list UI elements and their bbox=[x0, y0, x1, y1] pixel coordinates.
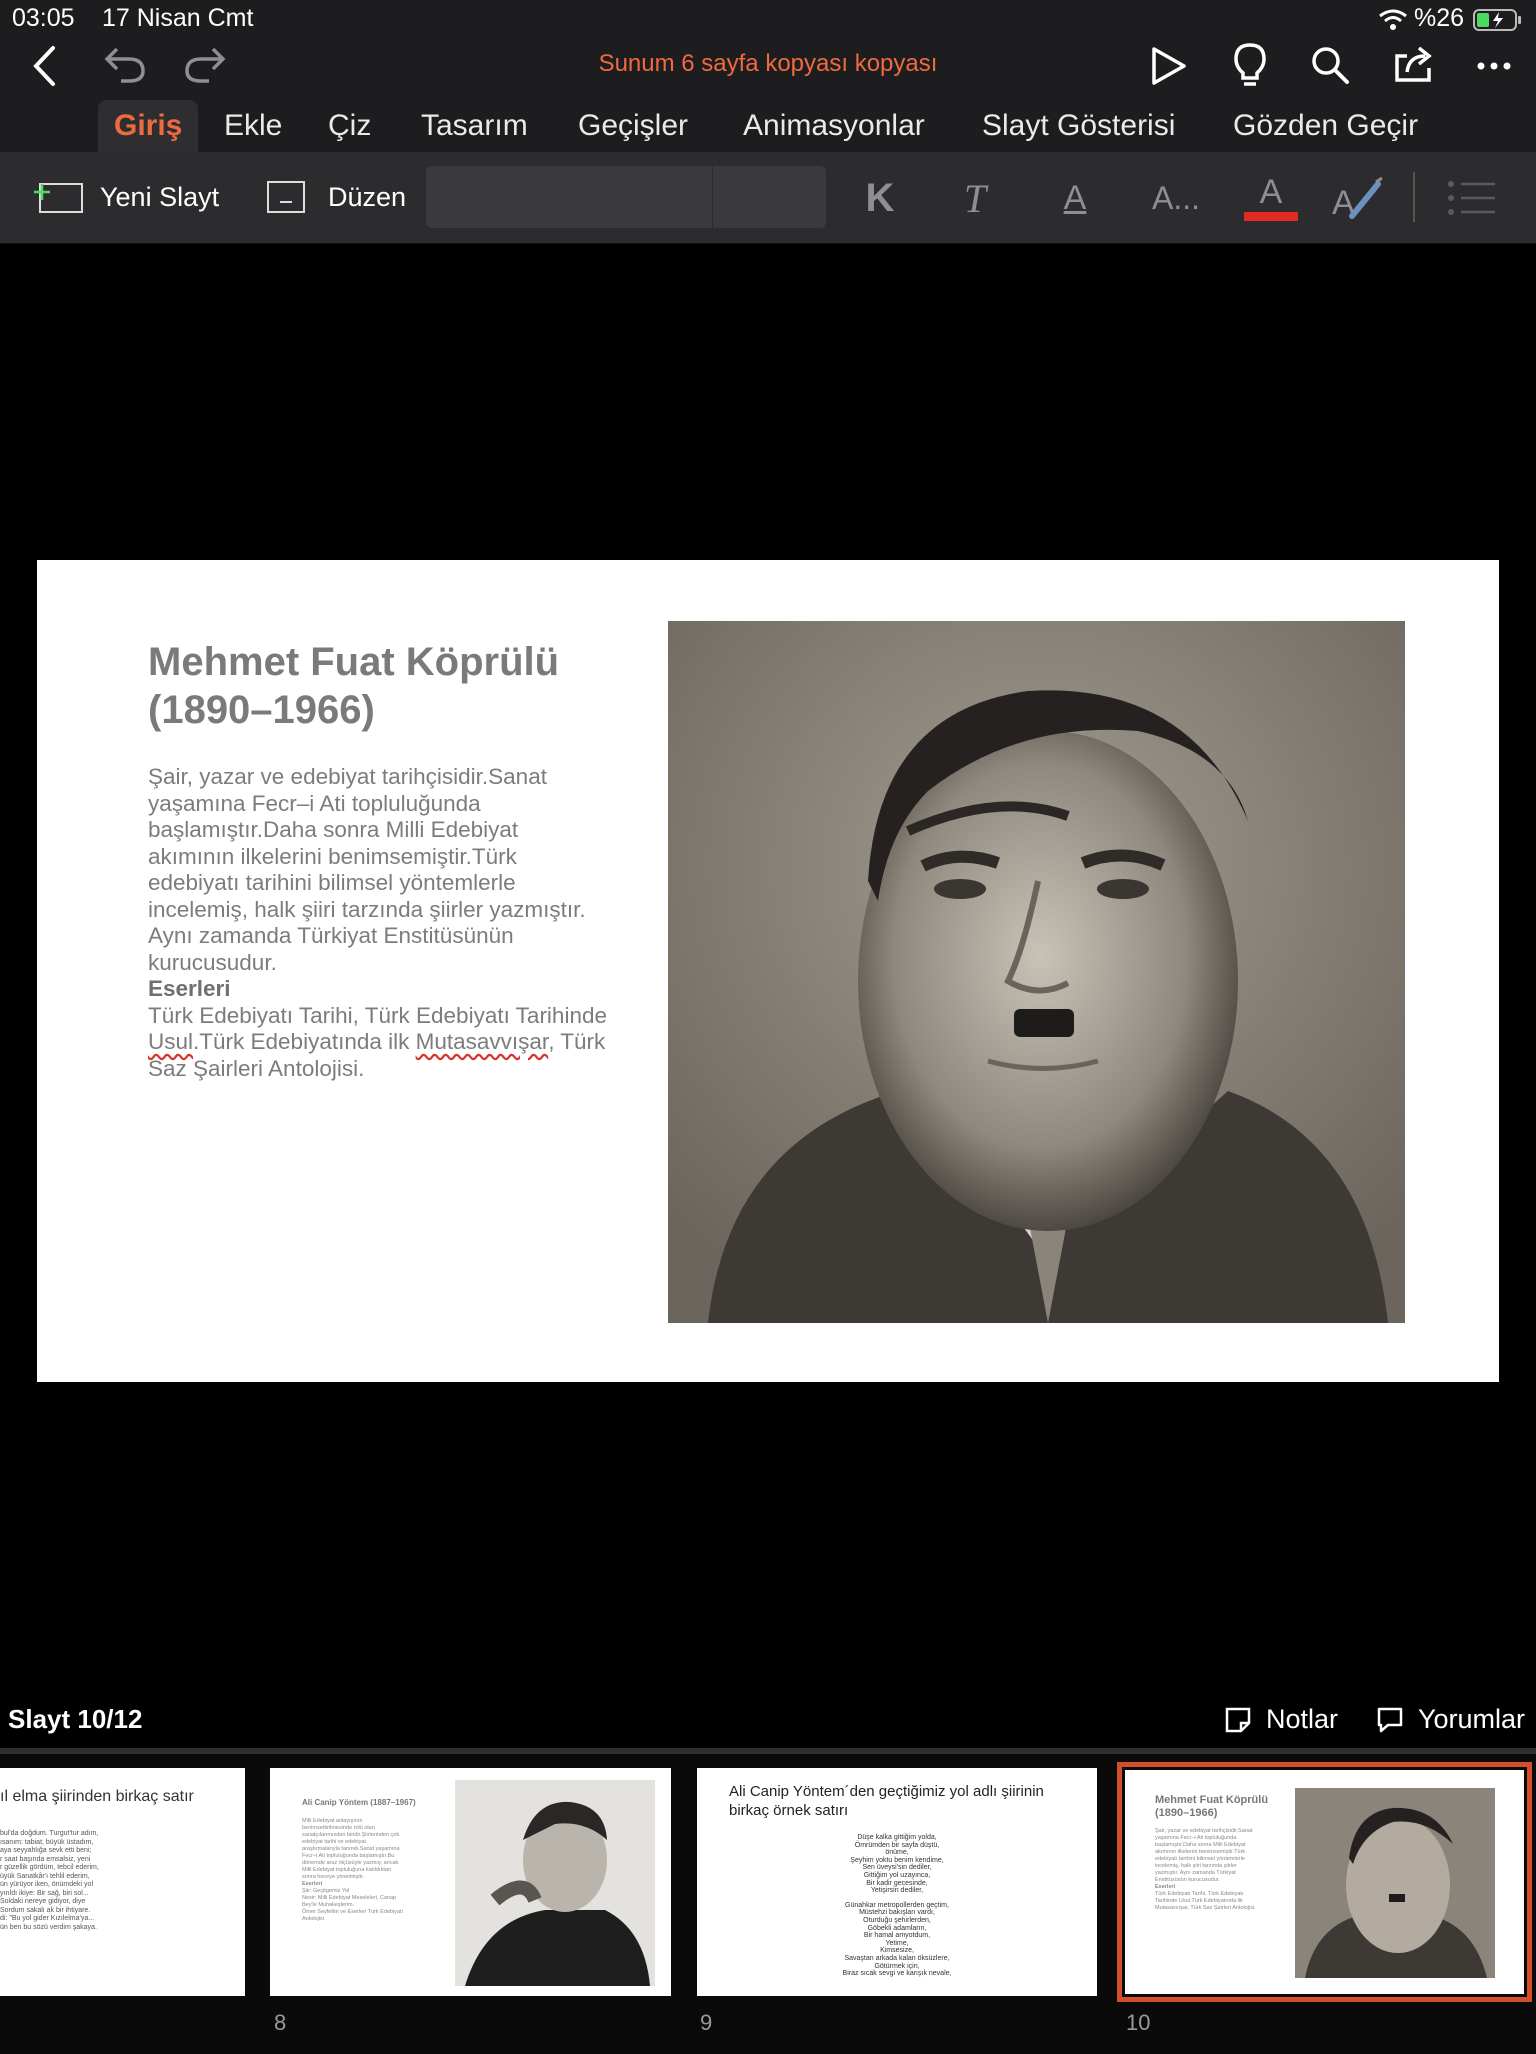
thumb-number-10: 10 bbox=[1126, 2010, 1151, 2035]
italic-button[interactable]: T bbox=[963, 175, 987, 221]
slide-thumbnail-7[interactable] bbox=[0, 1768, 245, 1996]
thumb-title: ıl elma şiirinden birkaç satır bbox=[0, 1788, 194, 1805]
font-color-swatch bbox=[1244, 212, 1298, 221]
thumb-line: ün ben bu sözü verdim şakaya. bbox=[0, 1923, 97, 1931]
thumb-line: Yetişirsin dediler, bbox=[870, 1887, 924, 1895]
thumb-line: Yetime, bbox=[885, 1939, 909, 1947]
thumb-line: yazmıştır. Aynı zamanda Türkiyat bbox=[1155, 1870, 1236, 1876]
thumb-line: sanatçılarımızdan biridir.Şiirlerinden çok bbox=[302, 1832, 400, 1838]
thumb-title: Ali Canip Yöntem´den geçtiğimiz yol adlı şiirinin birkaç örnek satırı bbox=[729, 1783, 1044, 1819]
works-paragraph bbox=[148, 1003, 608, 1083]
thumb-line: Bir hamal amyotdum, bbox=[863, 1932, 931, 1940]
thumb-title: Mehmet Fuat Köprülü (1890–1966) bbox=[1155, 1794, 1269, 1819]
thumb-line: Antolojisi bbox=[302, 1916, 325, 1922]
thumb-line: Fecr–i Ati topluluğunda başlamıştır.Bu bbox=[302, 1853, 395, 1859]
slide-thumbnail-8[interactable] bbox=[270, 1768, 671, 1996]
thumb-line: r güzellik gördüm, tebcil ederim, bbox=[0, 1864, 99, 1871]
thumb-line: araştırmalarıyla tanındı.Sanat yaşamına bbox=[302, 1846, 400, 1852]
thumb-line: Sen üveysi'sin dediler, bbox=[862, 1864, 932, 1872]
thumb-line: aya seyyahlığa sevk etti beni; bbox=[0, 1847, 92, 1854]
thumb-line: Biraz sıcak sevgi ve karışık nevale, bbox=[842, 1970, 952, 1978]
notes-label: Notlar bbox=[1266, 1704, 1339, 1734]
thumb-line: Nesir: Milli Edebiyat Meseleleri, Canap bbox=[302, 1895, 397, 1901]
thumb-line: başlamıştır.Daha sonra Milli Edebiyat bbox=[1155, 1842, 1246, 1848]
thumb-title: Ali Canip Yöntem (1887–1967) bbox=[302, 1798, 416, 1807]
document-title[interactable]: Sunum 6 sayfa kopyası kopyası bbox=[598, 50, 938, 77]
more-icon[interactable] bbox=[1474, 46, 1514, 86]
comments-button[interactable] bbox=[1376, 1704, 1525, 1735]
slide-body-text[interactable] bbox=[148, 764, 608, 1082]
thumb-line: Enstitüsünün kurucusudur. bbox=[1155, 1877, 1220, 1883]
thumb-line: Eserleri bbox=[1155, 1884, 1176, 1890]
thumb-line: bul'da doğdum. Turgut'tur adım, bbox=[0, 1830, 99, 1837]
thumb-line: üyük Sanatkâr'ı tehlil ederim, bbox=[0, 1872, 90, 1880]
thumb-line: yırıldı ikiye: Bir sağ, biri sol... bbox=[0, 1889, 89, 1897]
slide-title-line1: Mehmet Fuat Köprülü bbox=[148, 640, 560, 684]
new-slide-icon bbox=[32, 180, 84, 214]
thumb-line: Günahkar metropollerden geçtim, bbox=[845, 1901, 949, 1909]
thumb-line: Milli Edebiyat anlayışının bbox=[302, 1818, 363, 1824]
font-size-divider bbox=[712, 166, 713, 228]
thumb-line: incelemiş, halk şiiri tarzında şiirler bbox=[1155, 1863, 1237, 1869]
thumb-line: Götürmek için, bbox=[874, 1962, 920, 1970]
font-picker[interactable] bbox=[426, 166, 826, 228]
body-paragraph: Şair, yazar ve edebiyat tarihçisidir.Sanat yaşamına Fecr–i Ati topluluğunda başlamıştır.Daha sonra Milli Edebiyat akımının ilkelerini benimsemiştir.Türk edebiyatı tarihini bilimsel yöntemlerle incelemiş, halk şiiri tarzında şiirler yazmıştır. Aynı zamanda Türkiyat Enstitüsünün kurucusudur. bbox=[148, 764, 586, 975]
tab-gecisler[interactable]: Geçişler bbox=[578, 109, 689, 142]
tab-animasyonlar[interactable]: Animasyonlar bbox=[743, 109, 925, 142]
thumb-line: di: "Bu yol gider Kızılelma'ya... bbox=[0, 1915, 95, 1922]
thumb-line: r saat başında emsalsiz, yeni bbox=[0, 1855, 91, 1863]
thumb-number-9: 9 bbox=[700, 2010, 713, 2035]
comment-icon bbox=[1376, 1706, 1406, 1734]
tab-gozden-gecir[interactable]: Gözden Geçir bbox=[1233, 109, 1419, 142]
tab-slayt-gosterisi[interactable]: Slayt Gösterisi bbox=[982, 109, 1176, 142]
lightbulb-icon[interactable] bbox=[1228, 40, 1272, 90]
thumb-line: ün yürüyor iken, önümdeki yol bbox=[0, 1881, 93, 1888]
thumb-line: Düşe kalka gittiğim yolda, bbox=[857, 1834, 937, 1841]
bullet-list-icon[interactable] bbox=[1446, 176, 1498, 220]
thumb-line: Gittiğim yol uzayınca, bbox=[863, 1871, 931, 1879]
thumb-line: Oturduğu şehirlerden, bbox=[863, 1916, 931, 1924]
ribbon-divider bbox=[1413, 172, 1415, 222]
thumb-line: ısanım: tabiat, büyük üstadım, bbox=[0, 1838, 94, 1846]
thumb-line: Şair, yazar ve edebiyat tarihçisidir.Sanat bbox=[1155, 1828, 1253, 1834]
battery-percent: %26 bbox=[1414, 4, 1465, 32]
thumb-line: edebiyat tarihi ve edebiyat bbox=[302, 1839, 366, 1845]
thumb-line: Şiir: Geçitgemiz Yol bbox=[302, 1888, 350, 1894]
status-time: 03:05 bbox=[12, 4, 75, 32]
wifi-icon bbox=[1376, 6, 1410, 34]
thumb-line: Bey'le Muhakeşlerim. bbox=[302, 1902, 355, 1908]
thumb-line: Tarihinde Usul.Türk Edebiyatında ilk bbox=[1155, 1898, 1243, 1904]
thumb-portrait bbox=[1295, 1788, 1495, 1978]
thumb-line: dönemde aruz ölçüsüyle yazmış; ancak bbox=[302, 1860, 399, 1866]
thumb-line: Eserleri bbox=[302, 1881, 323, 1887]
thumb-line: Bir kadir gecesinde, bbox=[866, 1879, 928, 1887]
thumb-line: önüme, bbox=[885, 1849, 909, 1857]
thumb-spacer bbox=[757, 1895, 1037, 1902]
thumb-line: Milli Edebiyat topluluğuna katıldıktan bbox=[302, 1867, 391, 1873]
thumb-line: benimsettirilmesinde rolü olan bbox=[302, 1825, 375, 1831]
thumb-line: Mutasavvışar, Türk Saz Şairleri Antolojisi. bbox=[1155, 1905, 1256, 1911]
thumb-line: Savaştan arkada kalan öksüzlere, bbox=[844, 1954, 950, 1962]
portrait-photo[interactable] bbox=[668, 621, 1405, 1323]
ribbon-tabs bbox=[0, 100, 1536, 152]
thumb-line: Müstehzi bakışları vardı, bbox=[859, 1909, 935, 1917]
tab-ekle[interactable]: Ekle bbox=[224, 109, 283, 142]
search-icon[interactable] bbox=[1308, 42, 1352, 88]
slide-title[interactable] bbox=[148, 638, 628, 734]
works-heading: Eserleri bbox=[148, 976, 231, 1001]
notes-button[interactable] bbox=[1224, 1704, 1338, 1735]
thumb-line: akımının ilkelerini benimsemiştir.Türk bbox=[1155, 1849, 1246, 1855]
highlighter-brush-icon[interactable] bbox=[1330, 172, 1386, 224]
thumb-number-8: 8 bbox=[274, 2010, 287, 2035]
thumb-line: Göbekli adamların, bbox=[867, 1924, 927, 1932]
thumb-portrait bbox=[455, 1780, 655, 1986]
works-text-1: Türk Edebiyatı Tarihi, Türk Edebiyatı Tarihinde bbox=[148, 1002, 607, 1028]
status-date: 17 Nisan Cmt bbox=[102, 4, 254, 32]
thumb-line: Şeyhim yoktu benim kendime, bbox=[850, 1856, 944, 1864]
tab-giris[interactable]: Giriş bbox=[98, 100, 198, 152]
back-chevron-icon[interactable] bbox=[24, 42, 64, 90]
font-color-button[interactable] bbox=[1248, 170, 1294, 226]
slide-thumbnail-10[interactable] bbox=[1125, 1770, 1524, 1994]
spellcheck-word-usul: Usul bbox=[148, 1029, 194, 1054]
thumb-line: yaşamına Fecr–i Ati topluluğunda bbox=[1155, 1835, 1237, 1841]
layout-label: Düzen bbox=[328, 181, 407, 212]
thumb-line: Sordum sakalı ak bir ihtiyare. bbox=[0, 1906, 91, 1914]
comments-label: Yorumlar bbox=[1418, 1704, 1526, 1734]
font-color-label: A bbox=[1259, 172, 1283, 211]
battery-icon bbox=[1472, 7, 1524, 33]
new-slide-button[interactable] bbox=[32, 172, 219, 222]
works-text-2: .Türk Edebiyatında ilk bbox=[193, 1029, 416, 1054]
svg-text:A: A bbox=[1332, 184, 1355, 222]
slide-title-line2: (1890–1966) bbox=[148, 688, 375, 732]
spellcheck-word-mutasavvisar: Mutasavvışar bbox=[415, 1029, 549, 1054]
new-slide-label: Yeni Slayt bbox=[100, 181, 220, 212]
thumb-line: Ömer Seyfettin ve Eserleri Türk Edebiyatı bbox=[302, 1909, 404, 1915]
undo-icon[interactable] bbox=[100, 40, 150, 86]
bold-button[interactable]: K bbox=[865, 175, 895, 220]
notes-icon bbox=[1224, 1706, 1254, 1734]
underline-button[interactable]: A bbox=[1063, 178, 1087, 217]
share-icon[interactable] bbox=[1390, 40, 1438, 88]
thumb-line: Soldaki nereye gidiyor, diye bbox=[0, 1898, 86, 1905]
thumb-line: Türk Edebiyatı Tarihi, Türk Edebiyatı bbox=[1155, 1891, 1244, 1897]
tab-tasarim[interactable]: Tasarım bbox=[421, 109, 528, 142]
slide-counter: Slayt 10/12 bbox=[8, 1704, 143, 1734]
thumb-line: Kimsesize, bbox=[880, 1947, 914, 1955]
tab-ciz[interactable]: Çiz bbox=[328, 109, 372, 142]
works-text-3: , Türk Saz Şairleri Antolojisi. bbox=[148, 1029, 606, 1081]
thumb-line: sonra heceye yönelmiştir. bbox=[302, 1874, 365, 1880]
slide-thumbnail-9[interactable] bbox=[697, 1768, 1097, 1996]
more-text-formatting-button[interactable]: A... bbox=[1151, 179, 1200, 216]
play-icon[interactable] bbox=[1146, 44, 1190, 88]
redo-icon[interactable] bbox=[180, 40, 230, 86]
thumb-line: edebiyatı tarihini bilimsel yöntemlerle bbox=[1155, 1856, 1245, 1862]
layout-button[interactable] bbox=[266, 172, 406, 222]
thumb-line: Ömrümden bir sayfa düştü, bbox=[854, 1841, 940, 1849]
layout-icon bbox=[266, 180, 306, 214]
